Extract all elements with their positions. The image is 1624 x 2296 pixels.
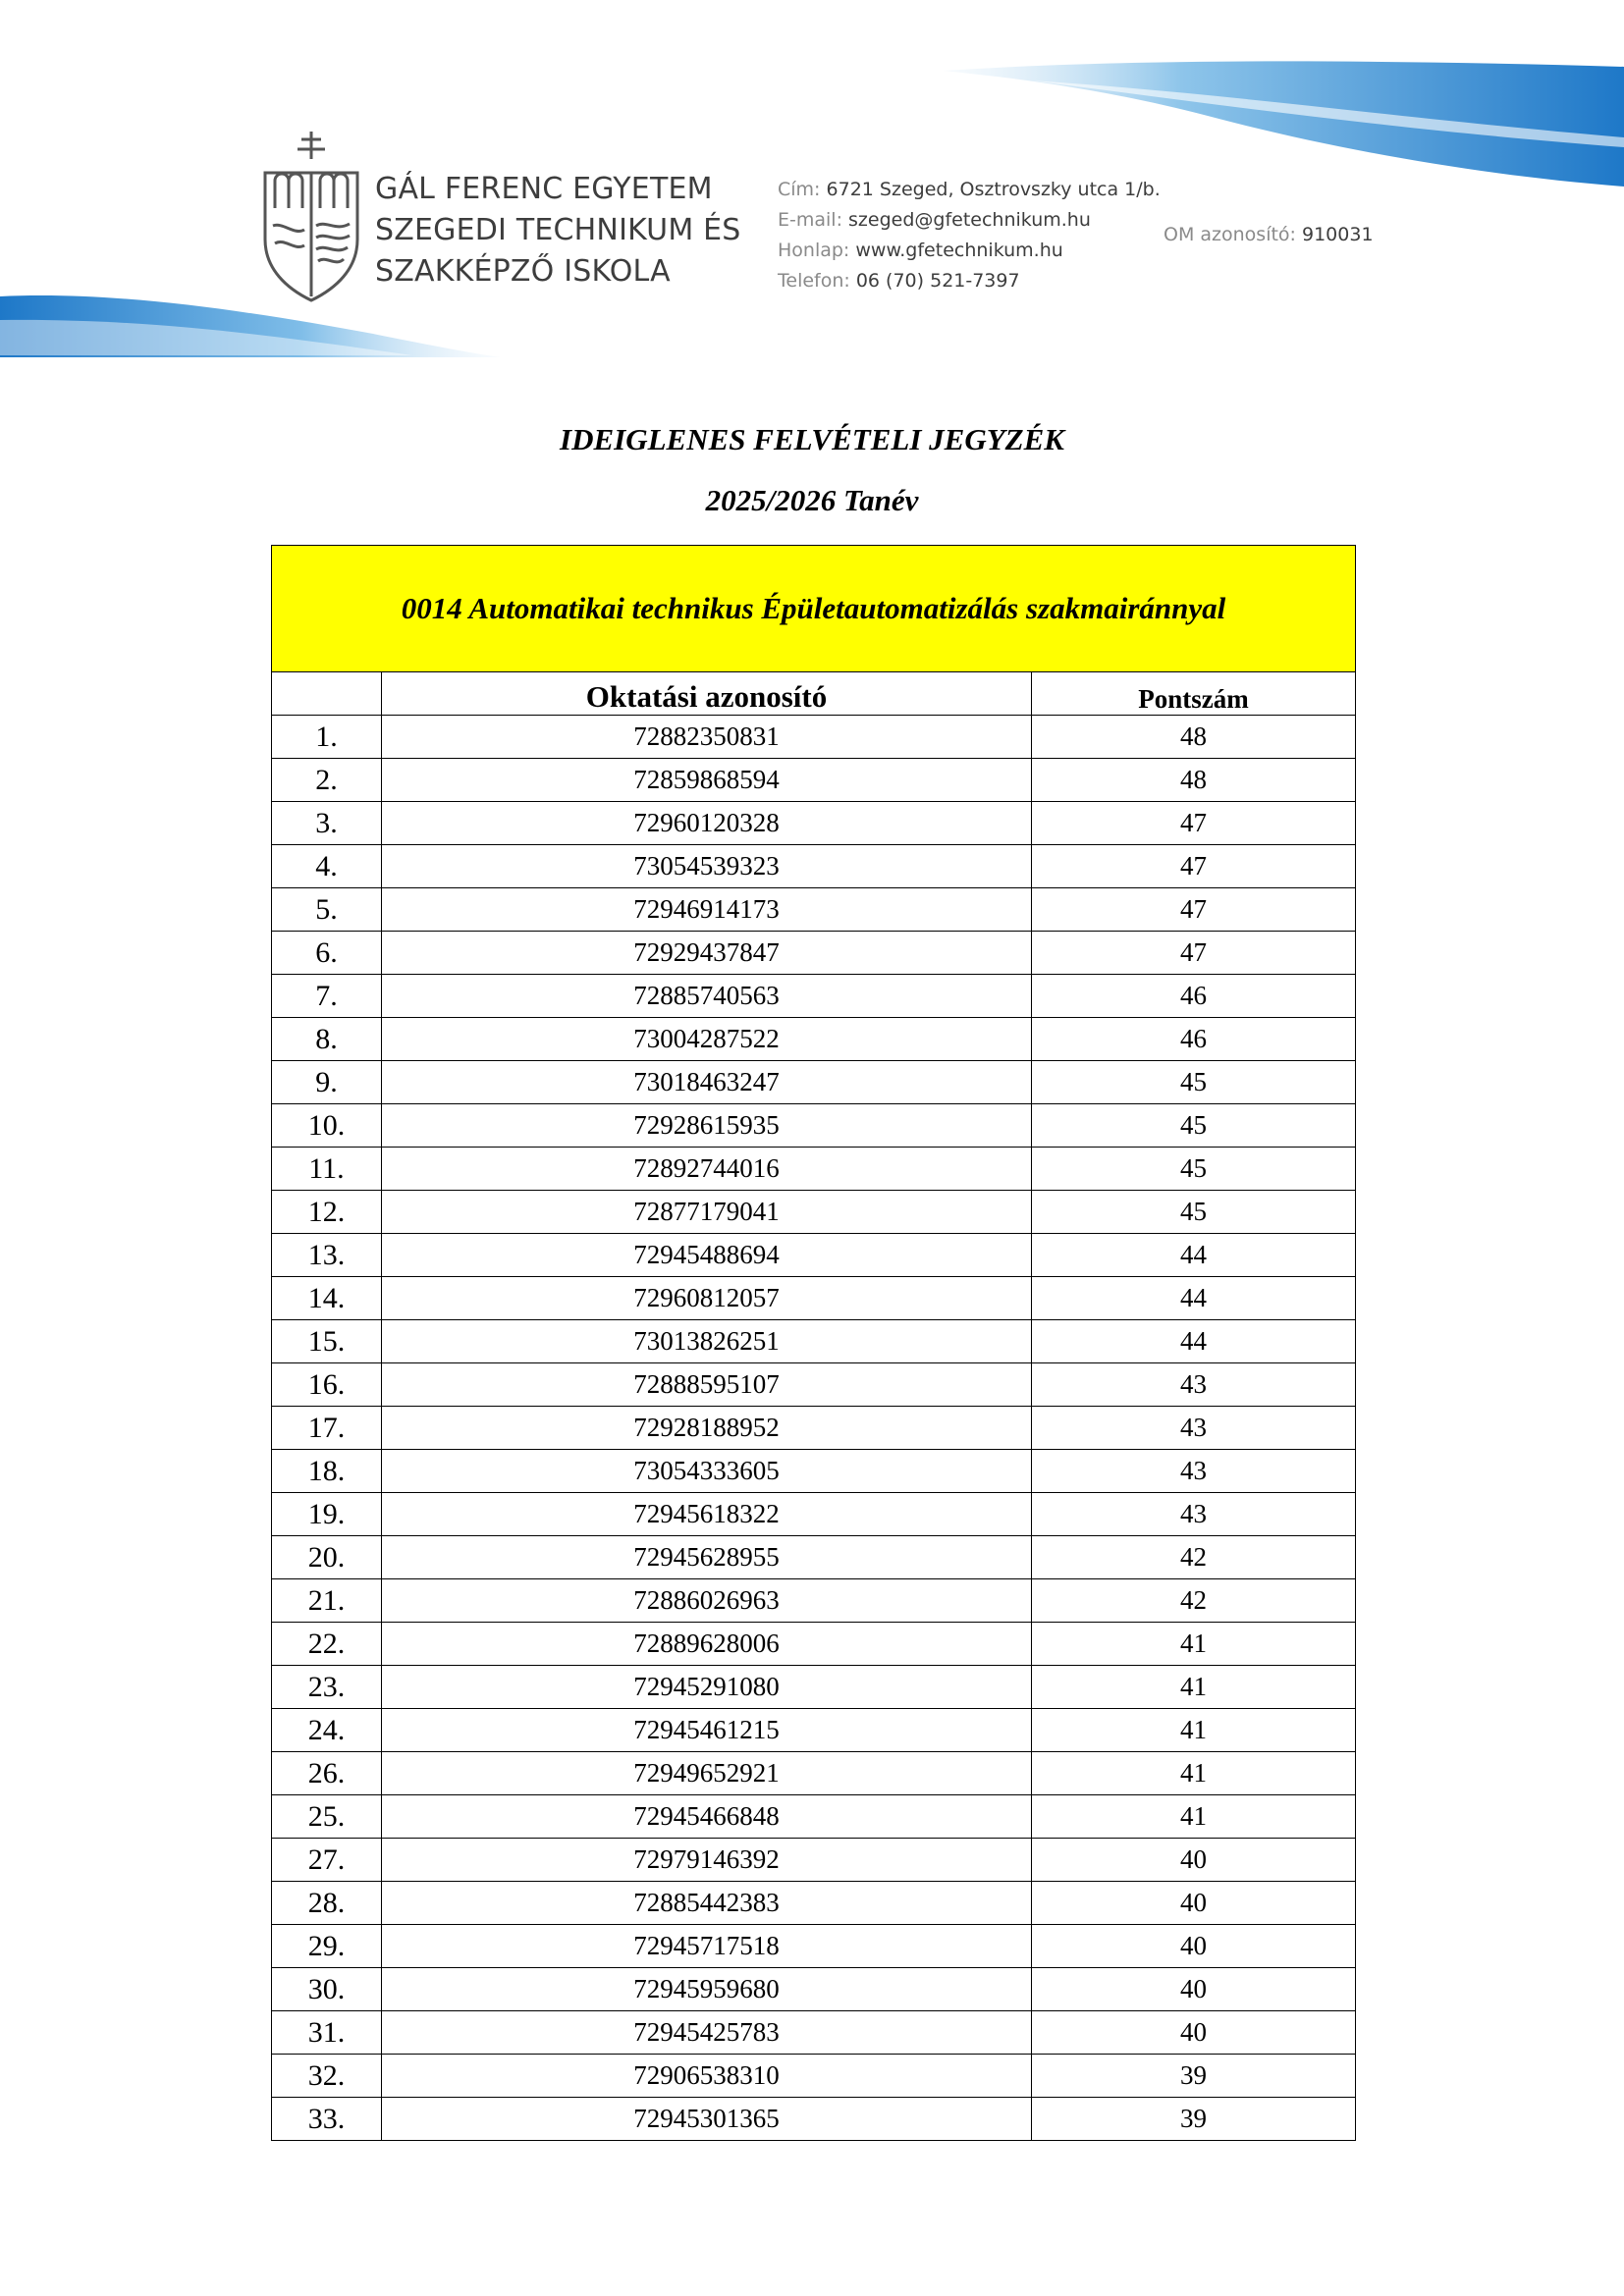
contact-label: Honlap:: [778, 240, 850, 261]
row-number: 19.: [272, 1493, 382, 1536]
column-header-id: Oktatási azonosító: [382, 672, 1032, 716]
row-number: 13.: [272, 1234, 382, 1277]
table-row: [272, 1666, 1356, 1709]
row-number: 23.: [272, 1666, 382, 1709]
row-student-id: 72859868594: [382, 759, 1032, 802]
row-student-id: 72946914173: [382, 888, 1032, 932]
table-row: [272, 1407, 1356, 1450]
row-points: 44: [1032, 1320, 1356, 1363]
row-number: 14.: [272, 1277, 382, 1320]
row-points: 47: [1032, 845, 1356, 888]
row-points: 40: [1032, 1925, 1356, 1968]
table-row: [272, 1752, 1356, 1795]
row-number: 10.: [272, 1104, 382, 1148]
table-row: [272, 1925, 1356, 1968]
table-body: [272, 716, 1356, 2141]
row-number: 24.: [272, 1709, 382, 1752]
contact-phone: [778, 266, 1161, 296]
row-student-id: 72945461215: [382, 1709, 1032, 1752]
table-row: [272, 2098, 1356, 2141]
row-points: 48: [1032, 759, 1356, 802]
table-row: [272, 1839, 1356, 1882]
row-student-id: 72949652921: [382, 1752, 1032, 1795]
table-row: [272, 1363, 1356, 1407]
row-student-id: 72960120328: [382, 802, 1032, 845]
row-number: 30.: [272, 1968, 382, 2011]
row-student-id: 72945618322: [382, 1493, 1032, 1536]
row-student-id: 73054539323: [382, 845, 1032, 888]
row-number: 7.: [272, 975, 382, 1018]
row-points: 41: [1032, 1709, 1356, 1752]
row-student-id: 72906538310: [382, 2055, 1032, 2098]
table-row: [272, 1018, 1356, 1061]
table-row: [272, 1277, 1356, 1320]
row-points: 40: [1032, 2011, 1356, 2055]
row-student-id: 73013826251: [382, 1320, 1032, 1363]
school-name-line: SZAKKÉPZŐ ISKOLA: [375, 254, 671, 289]
row-student-id: 72945628955: [382, 1536, 1032, 1579]
row-points: 43: [1032, 1450, 1356, 1493]
row-number: 22.: [272, 1623, 382, 1666]
school-name-line: GÁL FERENC EGYETEM: [375, 172, 713, 206]
row-number: 3.: [272, 802, 382, 845]
table-row: [272, 1191, 1356, 1234]
table-row: [272, 932, 1356, 975]
school-crest-logo: [261, 132, 361, 306]
school-name-line: SZEGEDI TECHNIKUM ÉS: [375, 213, 741, 247]
row-points: 43: [1032, 1407, 1356, 1450]
table-row: [272, 1104, 1356, 1148]
school-year: 2025/2026 Tanév: [705, 483, 919, 517]
table-header-row: [272, 672, 1356, 716]
row-points: 42: [1032, 1579, 1356, 1623]
row-student-id: 72945425783: [382, 2011, 1032, 2055]
row-student-id: 72929437847: [382, 932, 1032, 975]
table-row: [272, 802, 1356, 845]
contact-label: E-mail:: [778, 209, 842, 231]
contact-website: [778, 236, 1161, 266]
table-row: [272, 1493, 1356, 1536]
row-points: 43: [1032, 1493, 1356, 1536]
row-number: 26.: [272, 1752, 382, 1795]
table-row: [272, 2011, 1356, 2055]
row-student-id: 72945488694: [382, 1234, 1032, 1277]
row-points: 45: [1032, 1061, 1356, 1104]
row-number: 17.: [272, 1407, 382, 1450]
row-points: 41: [1032, 1752, 1356, 1795]
row-number: 31.: [272, 2011, 382, 2055]
table-row: [272, 1968, 1356, 2011]
table-row: [272, 1882, 1356, 1925]
table-row: [272, 1536, 1356, 1579]
row-points: 47: [1032, 802, 1356, 845]
school-name: [375, 169, 741, 293]
row-points: 46: [1032, 1018, 1356, 1061]
row-number: 12.: [272, 1191, 382, 1234]
row-student-id: 72945959680: [382, 1968, 1032, 2011]
om-value: 910031: [1302, 224, 1374, 245]
row-number: 16.: [272, 1363, 382, 1407]
row-number: 21.: [272, 1579, 382, 1623]
row-number: 5.: [272, 888, 382, 932]
table-row: [272, 845, 1356, 888]
contact-label: Telefon:: [778, 270, 850, 292]
row-student-id: 72945466848: [382, 1795, 1032, 1839]
row-student-id: 72882350831: [382, 716, 1032, 759]
row-number: 18.: [272, 1450, 382, 1493]
row-number: 25.: [272, 1795, 382, 1839]
row-points: 41: [1032, 1666, 1356, 1709]
row-student-id: 72945301365: [382, 2098, 1032, 2141]
row-points: 45: [1032, 1104, 1356, 1148]
row-student-id: 72886026963: [382, 1579, 1032, 1623]
row-points: 44: [1032, 1277, 1356, 1320]
header-empty-cell: [272, 672, 382, 716]
row-points: 41: [1032, 1795, 1356, 1839]
table-row: [272, 888, 1356, 932]
row-student-id: 72877179041: [382, 1191, 1032, 1234]
row-number: 29.: [272, 1925, 382, 1968]
table-row: [272, 2055, 1356, 2098]
row-number: 8.: [272, 1018, 382, 1061]
row-student-id: 72892744016: [382, 1148, 1032, 1191]
row-points: 45: [1032, 1148, 1356, 1191]
contact-info: [778, 175, 1161, 296]
row-points: 47: [1032, 888, 1356, 932]
row-points: 48: [1032, 716, 1356, 759]
table-row: [272, 975, 1356, 1018]
row-points: 39: [1032, 2098, 1356, 2141]
row-points: 46: [1032, 975, 1356, 1018]
row-student-id: 72960812057: [382, 1277, 1032, 1320]
row-student-id: 72928188952: [382, 1407, 1032, 1450]
table-row: [272, 1623, 1356, 1666]
row-points: 40: [1032, 1968, 1356, 2011]
row-student-id: 72888595107: [382, 1363, 1032, 1407]
contact-address: [778, 175, 1161, 205]
row-number: 11.: [272, 1148, 382, 1191]
table-row: [272, 1320, 1356, 1363]
table-row: [272, 1061, 1356, 1104]
table-row: [272, 1709, 1356, 1752]
contact-value[interactable]: www.gfetechnikum.hu: [855, 240, 1063, 261]
table-row: [272, 1234, 1356, 1277]
contact-value: 6721 Szeged, Osztrovszky utca 1/b.: [826, 179, 1161, 200]
row-points: 39: [1032, 2055, 1356, 2098]
row-student-id: 72885740563: [382, 975, 1032, 1018]
row-student-id: 72945717518: [382, 1925, 1032, 1968]
row-points: 40: [1032, 1882, 1356, 1925]
table-row: [272, 1450, 1356, 1493]
row-points: 41: [1032, 1623, 1356, 1666]
row-number: 33.: [272, 2098, 382, 2141]
column-header-points: Pontszám: [1032, 672, 1356, 716]
row-student-id: 73054333605: [382, 1450, 1032, 1493]
row-points: 42: [1032, 1536, 1356, 1579]
row-number: 6.: [272, 932, 382, 975]
row-points: 43: [1032, 1363, 1356, 1407]
row-points: 47: [1032, 932, 1356, 975]
row-number: 1.: [272, 716, 382, 759]
table-row: [272, 716, 1356, 759]
program-title: 0014 Automatikai technikus Épületautomatizálás szakmairánnyal: [272, 546, 1356, 672]
row-points: 45: [1032, 1191, 1356, 1234]
row-number: 28.: [272, 1882, 382, 1925]
row-number: 15.: [272, 1320, 382, 1363]
document-title: IDEIGLENES FELVÉTELI JEGYZÉK: [560, 422, 1064, 456]
row-number: 2.: [272, 759, 382, 802]
row-points: 40: [1032, 1839, 1356, 1882]
row-student-id: 72885442383: [382, 1882, 1032, 1925]
row-number: 20.: [272, 1536, 382, 1579]
row-number: 27.: [272, 1839, 382, 1882]
table-row: [272, 1148, 1356, 1191]
contact-value[interactable]: szeged@gfetechnikum.hu: [848, 209, 1091, 231]
table-row: [272, 759, 1356, 802]
row-student-id: 72928615935: [382, 1104, 1032, 1148]
om-label: OM azonosító:: [1164, 224, 1296, 245]
contact-value: 06 (70) 521-7397: [855, 270, 1020, 292]
row-number: 9.: [272, 1061, 382, 1104]
table-row: [272, 1579, 1356, 1623]
contact-label: Cím:: [778, 179, 821, 200]
contact-email: [778, 205, 1161, 236]
row-student-id: 72979146392: [382, 1839, 1032, 1882]
admission-table: [271, 545, 1356, 2141]
row-number: 4.: [272, 845, 382, 888]
row-number: 32.: [272, 2055, 382, 2098]
row-student-id: 72945291080: [382, 1666, 1032, 1709]
table-row: [272, 1795, 1356, 1839]
row-points: 44: [1032, 1234, 1356, 1277]
row-student-id: 73018463247: [382, 1061, 1032, 1104]
row-student-id: 72889628006: [382, 1623, 1032, 1666]
om-identifier: [1164, 224, 1374, 245]
row-student-id: 73004287522: [382, 1018, 1032, 1061]
